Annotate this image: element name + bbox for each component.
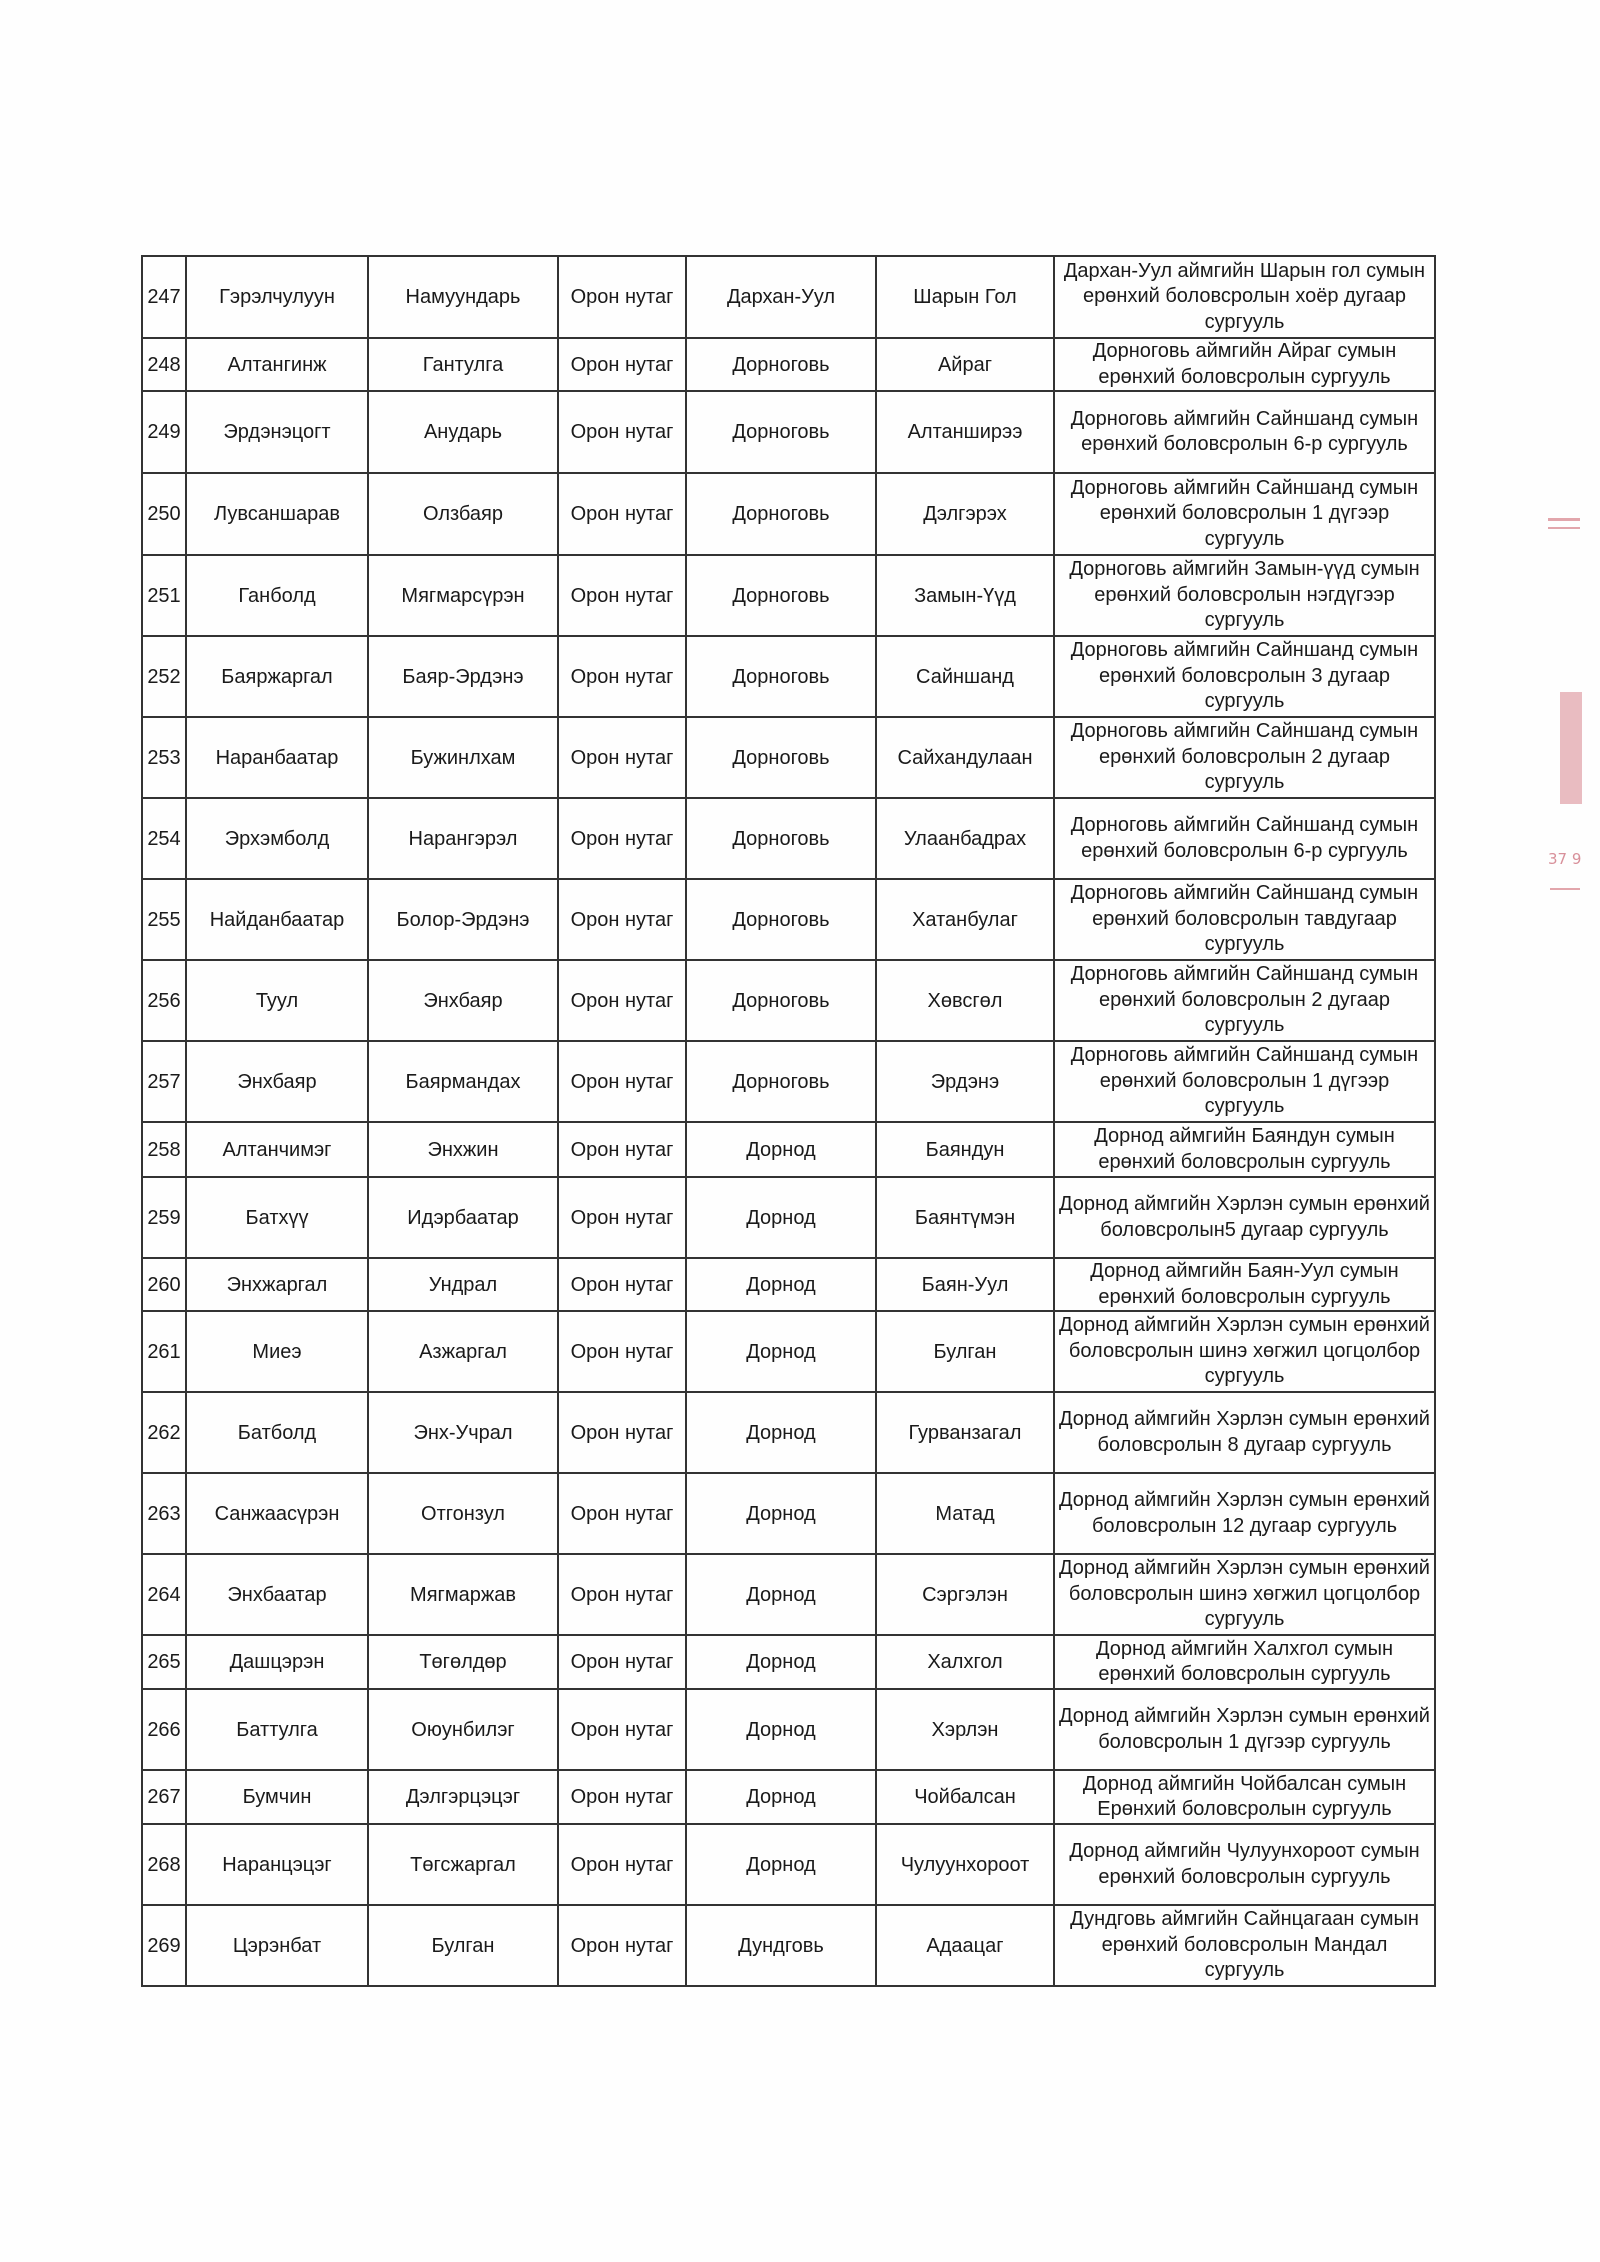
aimag-cell: Дархан-Уул: [686, 256, 876, 338]
surname-cell: Ганболд: [186, 555, 368, 636]
given-name-cell: Оюунбилэг: [368, 1689, 558, 1770]
given-name-cell: Болор-Эрдэнэ: [368, 879, 558, 960]
sum-cell: Сайншанд: [876, 636, 1054, 717]
type-cell: Орон нутаг: [558, 1824, 686, 1905]
aimag-cell: Дорноговь: [686, 555, 876, 636]
sum-cell: Чойбалсан: [876, 1770, 1054, 1824]
type-cell: Орон нутаг: [558, 636, 686, 717]
school-cell: Дорноговь аймгийн Сайншанд сумын ерөнхий боловсролын 6-р сургууль: [1054, 391, 1435, 473]
row-number-cell: 250: [142, 473, 186, 555]
surname-cell: Алтангинж: [186, 338, 368, 391]
sum-cell: Адаацаг: [876, 1905, 1054, 1986]
given-name-cell: Гантулга: [368, 338, 558, 391]
school-cell: Дорнод аймгийн Чойбалсан сумын Ерөнхий боловсролын сургууль: [1054, 1770, 1435, 1824]
aimag-cell: Дорнод: [686, 1554, 876, 1635]
type-cell: Орон нутаг: [558, 1554, 686, 1635]
given-name-cell: Булган: [368, 1905, 558, 1986]
type-cell: Орон нутаг: [558, 798, 686, 879]
given-name-cell: Төгсжаргал: [368, 1824, 558, 1905]
type-cell: Орон нутаг: [558, 1689, 686, 1770]
aimag-cell: Дорноговь: [686, 1041, 876, 1122]
school-cell: Дорноговь аймгийн Сайншанд сумын ерөнхий боловсролын 1 дүгээр сургууль: [1054, 473, 1435, 555]
stamp-mark: [1560, 692, 1582, 804]
type-cell: Орон нутаг: [558, 1311, 686, 1392]
school-cell: Дархан-Уул аймгийн Шарын гол сумын ерөнхий боловсролын хоёр дугаар сургууль: [1054, 256, 1435, 338]
school-cell: Дорнод аймгийн Хэрлэн сумын ерөнхий боловсролын 8 дугаар сургууль: [1054, 1392, 1435, 1473]
aimag-cell: Дорноговь: [686, 473, 876, 555]
school-cell: Дорнод аймгийн Хэрлэн сумын ерөнхий боловсролын шинэ хөгжил цогцолбор сургууль: [1054, 1311, 1435, 1392]
row-number-cell: 252: [142, 636, 186, 717]
given-name-cell: Мягмарсүрэн: [368, 555, 558, 636]
row-number-cell: 259: [142, 1177, 186, 1258]
given-name-cell: Энхбаяр: [368, 960, 558, 1041]
table-row: [142, 1824, 1435, 1905]
aimag-cell: Дорноговь: [686, 717, 876, 798]
school-cell: Дорноговь аймгийн Замын-үүд сумын ерөнхий боловсролын нэгдүгээр сургууль: [1054, 555, 1435, 636]
sum-cell: Дэлгэрэх: [876, 473, 1054, 555]
surname-cell: Эрхэмболд: [186, 798, 368, 879]
type-cell: Орон нутаг: [558, 256, 686, 338]
aimag-cell: Дорноговь: [686, 879, 876, 960]
given-name-cell: Нарангэрэл: [368, 798, 558, 879]
type-cell: Орон нутаг: [558, 879, 686, 960]
row-number-cell: 266: [142, 1689, 186, 1770]
school-cell: Дорноговь аймгийн Сайншанд сумын ерөнхий боловсролын 1 дүгээр сургууль: [1054, 1041, 1435, 1122]
row-number-cell: 247: [142, 256, 186, 338]
given-name-cell: Анударь: [368, 391, 558, 473]
table-row: [142, 338, 1435, 391]
roster-body: [142, 256, 1435, 1986]
row-number-cell: 256: [142, 960, 186, 1041]
sum-cell: Айраг: [876, 338, 1054, 391]
sum-cell: Сайхандулаан: [876, 717, 1054, 798]
surname-cell: Батболд: [186, 1392, 368, 1473]
type-cell: Орон нутаг: [558, 391, 686, 473]
surname-cell: Эрдэнэцогт: [186, 391, 368, 473]
sum-cell: Чулуунхороот: [876, 1824, 1054, 1905]
type-cell: Орон нутаг: [558, 338, 686, 391]
type-cell: Орон нутаг: [558, 1770, 686, 1824]
stamp-mark: [1548, 518, 1580, 521]
aimag-cell: Дорнод: [686, 1122, 876, 1177]
school-cell: Дорноговь аймгийн Сайншанд сумын ерөнхий боловсролын 6-р сургууль: [1054, 798, 1435, 879]
type-cell: Орон нутаг: [558, 1635, 686, 1689]
surname-cell: Баттулга: [186, 1689, 368, 1770]
surname-cell: Энхжаргал: [186, 1258, 368, 1311]
sum-cell: Баянтүмэн: [876, 1177, 1054, 1258]
margin-stamp-text: 37 9: [1548, 850, 1582, 868]
table-row: [142, 879, 1435, 960]
table-row: [142, 798, 1435, 879]
aimag-cell: Дорнод: [686, 1824, 876, 1905]
given-name-cell: Идэрбаатар: [368, 1177, 558, 1258]
sum-cell: Матад: [876, 1473, 1054, 1554]
surname-cell: Найданбаатар: [186, 879, 368, 960]
row-number-cell: 268: [142, 1824, 186, 1905]
aimag-cell: Дорнод: [686, 1177, 876, 1258]
type-cell: Орон нутаг: [558, 473, 686, 555]
aimag-cell: Дорноговь: [686, 798, 876, 879]
type-cell: Орон нутаг: [558, 1392, 686, 1473]
sum-cell: Хэрлэн: [876, 1689, 1054, 1770]
given-name-cell: Ундрал: [368, 1258, 558, 1311]
type-cell: Орон нутаг: [558, 717, 686, 798]
sum-cell: Булган: [876, 1311, 1054, 1392]
surname-cell: Дашцэрэн: [186, 1635, 368, 1689]
given-name-cell: Бужинлхам: [368, 717, 558, 798]
aimag-cell: Дорноговь: [686, 391, 876, 473]
row-number-cell: 264: [142, 1554, 186, 1635]
table-row: [142, 717, 1435, 798]
given-name-cell: Энхжин: [368, 1122, 558, 1177]
table-row: [142, 1311, 1435, 1392]
type-cell: Орон нутаг: [558, 1177, 686, 1258]
sum-cell: Замын-Үүд: [876, 555, 1054, 636]
given-name-cell: Дэлгэрцэцэг: [368, 1770, 558, 1824]
school-cell: Дорнод аймгийн Хэрлэн сумын ерөнхий боловсролын5 дугаар сургууль: [1054, 1177, 1435, 1258]
aimag-cell: Дорноговь: [686, 960, 876, 1041]
given-name-cell: Энх-Учрал: [368, 1392, 558, 1473]
aimag-cell: Дундговь: [686, 1905, 876, 1986]
type-cell: Орон нутаг: [558, 555, 686, 636]
surname-cell: Туул: [186, 960, 368, 1041]
school-cell: Дорноговь аймгийн Сайншанд сумын ерөнхий боловсролын 2 дугаар сургууль: [1054, 960, 1435, 1041]
given-name-cell: Төгөлдөр: [368, 1635, 558, 1689]
sum-cell: Хатанбулаг: [876, 879, 1054, 960]
sum-cell: Алтанширээ: [876, 391, 1054, 473]
table-row: [142, 1689, 1435, 1770]
type-cell: Орон нутаг: [558, 1041, 686, 1122]
aimag-cell: Дорнод: [686, 1258, 876, 1311]
sum-cell: Эрдэнэ: [876, 1041, 1054, 1122]
stamp-mark: [1548, 527, 1580, 529]
sum-cell: Гурванзагал: [876, 1392, 1054, 1473]
row-number-cell: 249: [142, 391, 186, 473]
surname-cell: Энхбаяр: [186, 1041, 368, 1122]
surname-cell: Баяржаргал: [186, 636, 368, 717]
aimag-cell: Дорнод: [686, 1473, 876, 1554]
aimag-cell: Дорнод: [686, 1689, 876, 1770]
type-cell: Орон нутаг: [558, 1122, 686, 1177]
table-row: [142, 1177, 1435, 1258]
row-number-cell: 248: [142, 338, 186, 391]
row-number-cell: 257: [142, 1041, 186, 1122]
table-row: [142, 960, 1435, 1041]
school-cell: Дорнод аймгийн Хэрлэн сумын ерөнхий боловсролын 12 дугаар сургууль: [1054, 1473, 1435, 1554]
school-cell: Дорноговь аймгийн Сайншанд сумын ерөнхий боловсролын 2 дугаар сургууль: [1054, 717, 1435, 798]
row-number-cell: 262: [142, 1392, 186, 1473]
table-row: [142, 1554, 1435, 1635]
surname-cell: Санжаасүрэн: [186, 1473, 368, 1554]
table-row: [142, 473, 1435, 555]
given-name-cell: Отгонзул: [368, 1473, 558, 1554]
table-row: [142, 1122, 1435, 1177]
sum-cell: Баяндун: [876, 1122, 1054, 1177]
school-cell: Дорнод аймгийн Хэрлэн сумын ерөнхий боловсролын шинэ хөгжил цогцолбор сургууль: [1054, 1554, 1435, 1635]
school-cell: Дорнод аймгийн Баян-Уул сумын ерөнхий боловсролын сургууль: [1054, 1258, 1435, 1311]
table-row: [142, 1041, 1435, 1122]
sum-cell: Халхгол: [876, 1635, 1054, 1689]
school-cell: Дорнод аймгийн Баяндун сумын ерөнхий боловсролын сургууль: [1054, 1122, 1435, 1177]
surname-cell: Бумчин: [186, 1770, 368, 1824]
table-row: [142, 1473, 1435, 1554]
row-number-cell: 260: [142, 1258, 186, 1311]
given-name-cell: Мягмаржав: [368, 1554, 558, 1635]
row-number-cell: 267: [142, 1770, 186, 1824]
row-number-cell: 255: [142, 879, 186, 960]
school-cell: Дорноговь аймгийн Сайншанд сумын ерөнхий боловсролын 3 дугаар сургууль: [1054, 636, 1435, 717]
sum-cell: Улаанбадрах: [876, 798, 1054, 879]
type-cell: Орон нутаг: [558, 1473, 686, 1554]
table-row: [142, 256, 1435, 338]
school-cell: Дорноговь аймгийн Сайншанд сумын ерөнхий боловсролын тавдугаар сургууль: [1054, 879, 1435, 960]
aimag-cell: Дорнод: [686, 1635, 876, 1689]
sum-cell: Сэргэлэн: [876, 1554, 1054, 1635]
stamp-mark: [1550, 888, 1580, 890]
given-name-cell: Баяр-Эрдэнэ: [368, 636, 558, 717]
school-cell: Дундговь аймгийн Сайнцагаан сумын ерөнхий боловсролын Мандал сургууль: [1054, 1905, 1435, 1986]
table-row: [142, 1905, 1435, 1986]
table-row: [142, 636, 1435, 717]
given-name-cell: Олзбаяр: [368, 473, 558, 555]
school-cell: Дорнод аймгийн Чулуунхороот сумын ерөнхий боловсролын сургууль: [1054, 1824, 1435, 1905]
aimag-cell: Дорнод: [686, 1770, 876, 1824]
table-row: [142, 1258, 1435, 1311]
sum-cell: Хөвсгөл: [876, 960, 1054, 1041]
row-number-cell: 251: [142, 555, 186, 636]
row-number-cell: 265: [142, 1635, 186, 1689]
aimag-cell: Дорноговь: [686, 636, 876, 717]
table-row: [142, 555, 1435, 636]
given-name-cell: Намуундарь: [368, 256, 558, 338]
school-cell: Дорноговь аймгийн Айраг сумын ерөнхий боловсролын сургууль: [1054, 338, 1435, 391]
table-row: [142, 1635, 1435, 1689]
sum-cell: Баян-Уул: [876, 1258, 1054, 1311]
given-name-cell: Азжаргал: [368, 1311, 558, 1392]
aimag-cell: Дорнод: [686, 1392, 876, 1473]
student-roster-table: [141, 255, 1436, 1987]
row-number-cell: 261: [142, 1311, 186, 1392]
surname-cell: Наранцэцэг: [186, 1824, 368, 1905]
table-row: [142, 391, 1435, 473]
aimag-cell: Дорноговь: [686, 338, 876, 391]
type-cell: Орон нутаг: [558, 1905, 686, 1986]
surname-cell: Миеэ: [186, 1311, 368, 1392]
type-cell: Орон нутаг: [558, 1258, 686, 1311]
given-name-cell: Баярмандах: [368, 1041, 558, 1122]
row-number-cell: 263: [142, 1473, 186, 1554]
table-row: [142, 1392, 1435, 1473]
row-number-cell: 253: [142, 717, 186, 798]
row-number-cell: 258: [142, 1122, 186, 1177]
type-cell: Орон нутаг: [558, 960, 686, 1041]
row-number-cell: 254: [142, 798, 186, 879]
surname-cell: Лувсаншарав: [186, 473, 368, 555]
school-cell: Дорнод аймгийн Хэрлэн сумын ерөнхий боловсролын 1 дүгээр сургууль: [1054, 1689, 1435, 1770]
aimag-cell: Дорнод: [686, 1311, 876, 1392]
surname-cell: Алтанчимэг: [186, 1122, 368, 1177]
table-row: [142, 1770, 1435, 1824]
school-cell: Дорнод аймгийн Халхгол сумын ерөнхий боловсролын сургууль: [1054, 1635, 1435, 1689]
row-number-cell: 269: [142, 1905, 186, 1986]
surname-cell: Энхбаатар: [186, 1554, 368, 1635]
surname-cell: Цэрэнбат: [186, 1905, 368, 1986]
surname-cell: Батхүү: [186, 1177, 368, 1258]
sum-cell: Шарын Гол: [876, 256, 1054, 338]
surname-cell: Гэрэлчулуун: [186, 256, 368, 338]
surname-cell: Наранбаатар: [186, 717, 368, 798]
